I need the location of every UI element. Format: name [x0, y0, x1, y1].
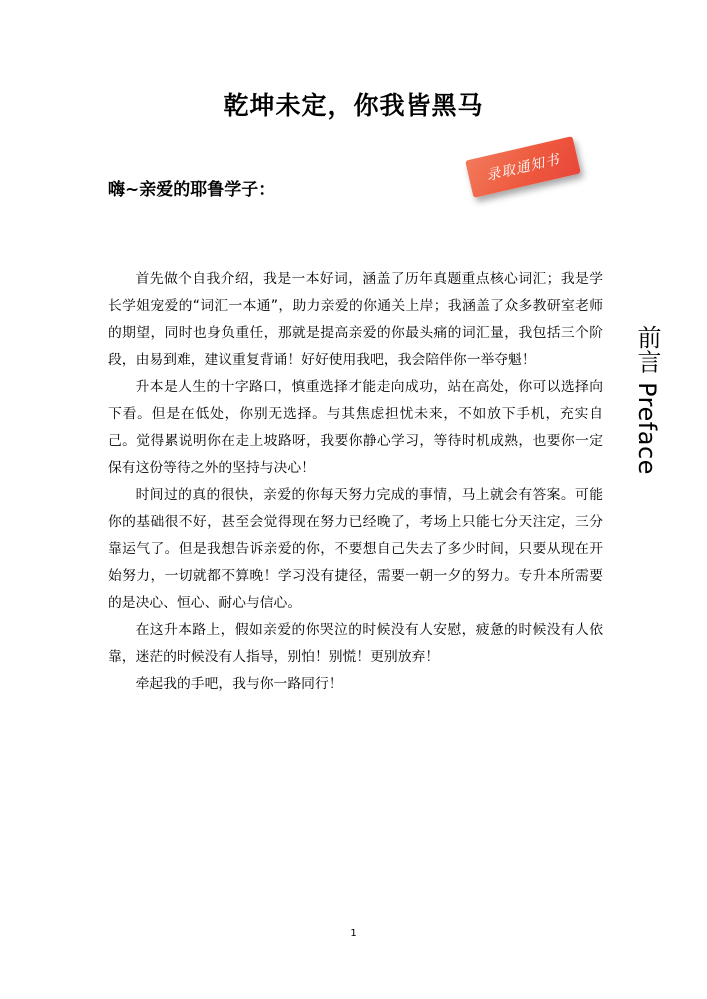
paragraph-encouragement: 在这升本路上，假如亲爱的你哭泣的时候没有人安慰，疲惫的时候没有人依靠，迷茫的时候没有人指导，别怕！别慌！更别放弃！ [108, 622, 603, 665]
preface-body [108, 266, 603, 698]
paragraph-time: 时间过的真的很快，亲爱的你每天努力完成的事情，马上就会有答案。可能你的基础很不好，甚至会觉得现在努力已经晚了，考场上只能七分天注定，三分靠运气了。但是我想告诉亲爱的你，不要想自己失去了多少时间，只要从现在开始努力，一切就都不算晚！学习没有捷径，需要一朝一夕的努力。专升本所需要的是决心、恒心、耐心与信心。 [108, 487, 603, 611]
page-title: 乾坤未定，你我皆黑马 [223, 91, 484, 120]
admission-notice-stamp [465, 136, 581, 198]
stamp-text: 录取通知书 [484, 151, 562, 185]
preface-side-label: 前言 Preface [633, 325, 661, 475]
page-number: 1 [350, 928, 357, 939]
paragraph-closing: 牵起我的手吧，我与你一路同行！ [135, 676, 343, 692]
paragraph-crossroads: 升本是人生的十字路口，慎重选择才能走向成功，站在高处，你可以选择向下看。但是在低处，你别无选择。与其焦虑担忧未来，不如放下手机，充实自己。觉得累说明你在走上坡路呀，我要你静心学习，等待时机成熟，也要你一定保有这份等待之外的坚持与决心！ [108, 379, 603, 476]
paragraph-intro: 首先做个自我介绍，我是一本好词，涵盖了历年真题重点核心词汇；我是学长学姐宠爱的“词汇一本通”，助力亲爱的你通关上岸；我涵盖了众多教研室老师的期望，同时也身负重任，那就是提高亲爱的你最头痛的词汇量，我包括三个阶段，由易到难，建议重复背诵！好好使用我吧，我会陪伴你一举夺魁！ [108, 271, 603, 368]
greeting-heading: 嗨~亲爱的耶鲁学子： [108, 180, 276, 200]
